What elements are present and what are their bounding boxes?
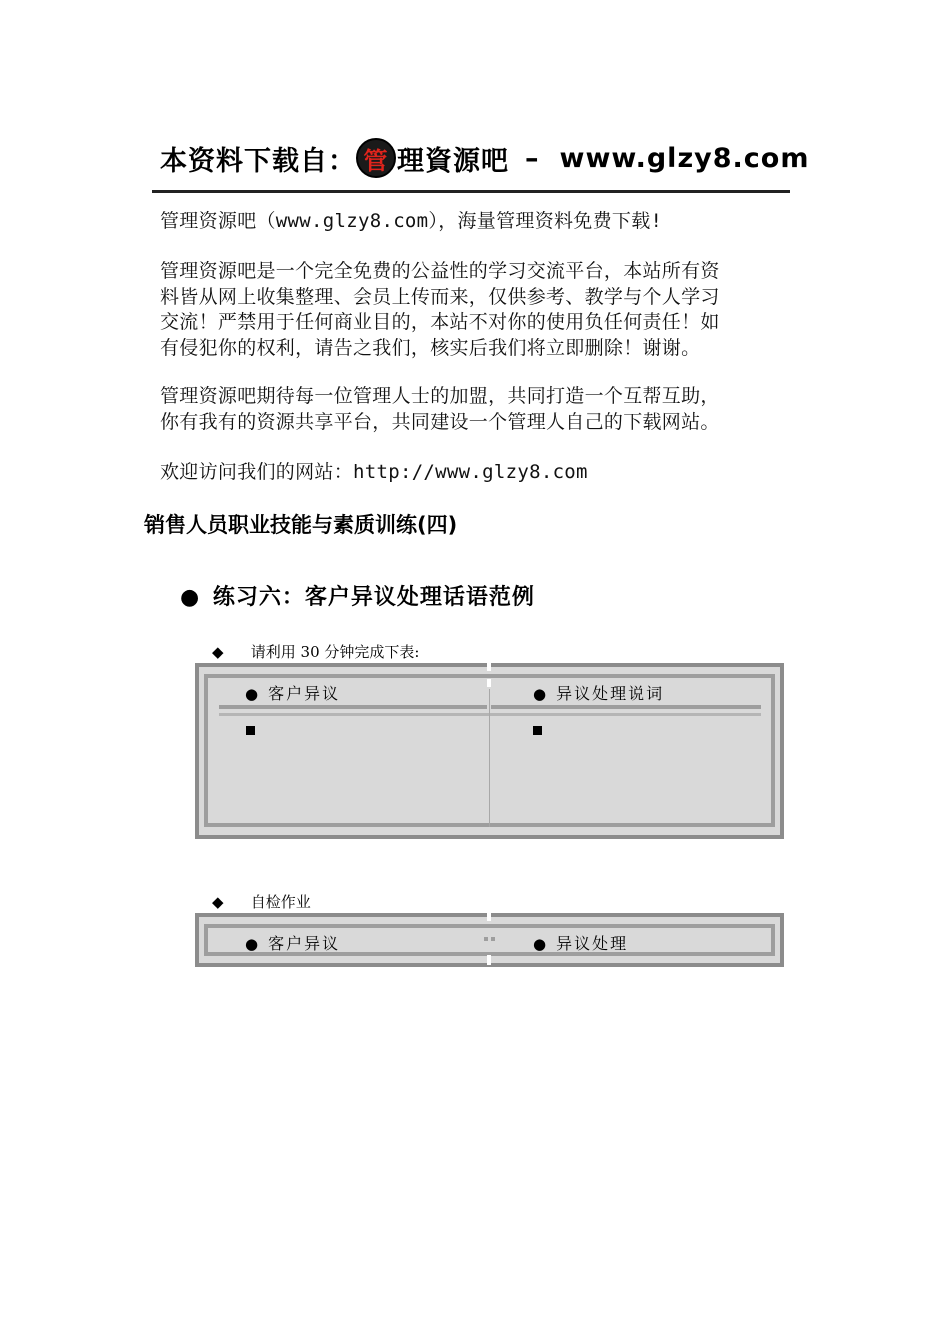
divider-dot — [491, 937, 495, 941]
bullet-icon: ● — [180, 585, 201, 610]
diamond-bullet-icon: ◆ — [212, 643, 224, 661]
header-objection-handling — [533, 931, 628, 954]
banner-brand: 理資源吧 — [397, 145, 509, 177]
header-objection-response — [533, 681, 664, 704]
site-logo-icon: 管 — [356, 138, 396, 178]
header-label: 客户异议 — [268, 934, 341, 953]
intro-text-line: 料皆从网上收集整理、会员上传而来，仅供参考、教学与个人学习 — [160, 285, 720, 308]
objection-table — [195, 663, 784, 839]
bullet-icon: ● — [245, 935, 259, 953]
header-underline — [219, 705, 487, 709]
banner-prefix: 本资料下载自： — [160, 145, 356, 177]
banner-url[interactable]: www.glzy8.com — [559, 142, 810, 174]
header-label: 客户异议 — [268, 684, 341, 703]
header-underline — [491, 705, 761, 709]
site-banner — [160, 138, 810, 178]
table-split-mark — [487, 663, 491, 671]
task2-instruction-text: 自检作业 — [250, 893, 311, 911]
document-title: 销售人员职业技能与素质训练(四) — [144, 513, 458, 537]
banner-divider — [152, 190, 790, 193]
diamond-bullet-icon: ◆ — [212, 893, 224, 911]
header-label: 异议处理 — [556, 934, 629, 953]
intro-text-line: 有侵犯你的权利，请告之我们，核实后我们将立即删除！谢谢。 — [160, 336, 701, 359]
intro-text-line: 你有我有的资源共享平台，共同建设一个管理人自己的下载网站。 — [160, 410, 720, 433]
bullet-icon: ● — [533, 935, 547, 953]
task2-instruction — [212, 891, 311, 912]
banner-dash: – — [525, 142, 540, 174]
column-divider — [489, 689, 490, 827]
intro-visit-line — [160, 460, 800, 486]
intro-text-line: 交流！严禁用于任何商业目的，本站不对你的使用负任何责任！如 — [160, 311, 720, 333]
divider-dot — [484, 937, 488, 941]
square-bullet-icon — [246, 726, 255, 735]
square-bullet-icon — [533, 726, 542, 735]
table-split-mark — [487, 679, 491, 687]
table-split-mark — [487, 955, 491, 965]
intro-line — [160, 209, 800, 235]
header-customer-objection — [245, 931, 340, 954]
intro-text-line: 管理资源吧期待每一位管理人士的加盟，共同打造一个互帮互助， — [160, 385, 720, 407]
visit-link[interactable]: 欢迎访问我们的网站：http://www.glzy8.com — [160, 461, 588, 483]
task1-instruction — [212, 641, 419, 662]
self-check-table — [195, 913, 784, 967]
intro-paragraph-invite — [160, 384, 800, 435]
intro-first-line: 管理资源吧（www.glzy8.com），海量管理资料免费下载! — [160, 210, 663, 232]
header-underline-2 — [219, 713, 761, 716]
intro-paragraph-disclaimer — [160, 259, 800, 361]
task1-instruction-text: 请利用 30 分钟完成下表: — [250, 643, 420, 661]
exercise-heading — [180, 580, 535, 611]
exercise-heading-text: 练习六：客户异议处理话语范例 — [212, 585, 535, 610]
header-customer-objection — [245, 681, 340, 704]
bullet-icon: ● — [245, 685, 259, 703]
table-split-mark — [487, 913, 491, 921]
intro-text-line: 管理资源吧是一个完全免费的公益性的学习交流平台，本站所有资 — [160, 260, 720, 282]
header-label: 异议处理说词 — [556, 684, 665, 703]
bullet-icon: ● — [533, 685, 547, 703]
